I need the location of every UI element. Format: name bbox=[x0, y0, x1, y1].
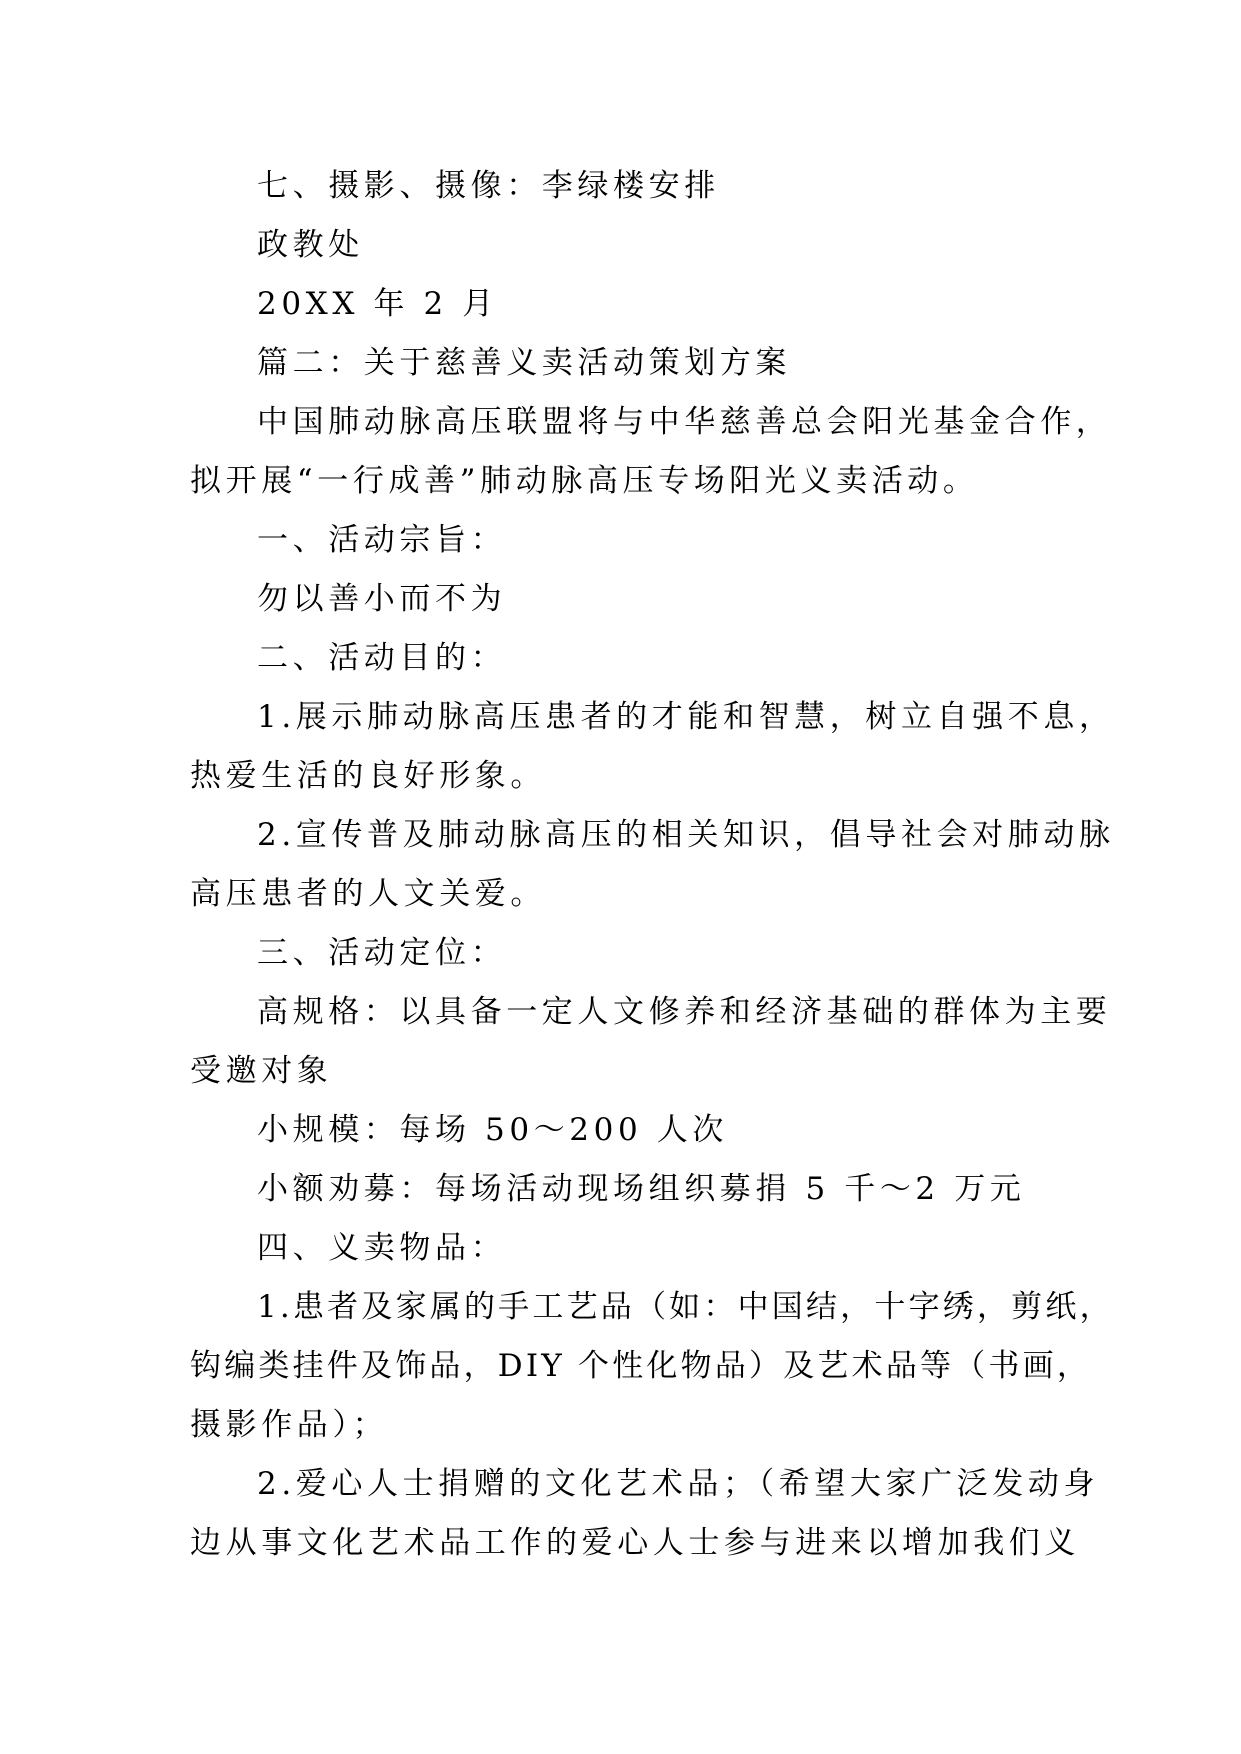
section-heading: 四、义卖物品： bbox=[257, 1230, 507, 1266]
text-line: 2.爱心人士捐赠的文化艺术品；（希望大家广泛发动身 bbox=[257, 1466, 1100, 1502]
section-heading: 二、活动目的： bbox=[257, 640, 507, 676]
text-line: 受邀对象 bbox=[190, 1053, 333, 1089]
text-line: 边从事文化艺术品工作的爱心人士参与进来以增加我们义 bbox=[190, 1525, 1080, 1561]
text-line: 20XX 年 2 月 bbox=[257, 286, 498, 322]
text-line: 1.展示肺动脉高压患者的才能和智慧，树立自强不息， bbox=[257, 699, 1115, 735]
text-line: 七、摄影、摄像：李绿楼安排 bbox=[257, 168, 720, 204]
text-line: 钩编类挂件及饰品，DIY 个性化物品）及艺术品等（书画， bbox=[190, 1348, 1092, 1384]
text-line: 2.宣传普及肺动脉高压的相关知识，倡导社会对肺动脉 bbox=[257, 817, 1115, 853]
text-line: 高规格：以具备一定人文修养和经济基础的群体为主要 bbox=[257, 994, 1112, 1030]
text-line: 政教处 bbox=[257, 227, 364, 263]
section-heading: 一、活动宗旨： bbox=[257, 522, 507, 558]
text-line: 小规模：每场 50～200 人次 bbox=[257, 1112, 728, 1148]
text-line: 勿以善小而不为 bbox=[257, 581, 507, 617]
text-line: 中国肺动脉高压联盟将与中华慈善总会阳光基金合作， bbox=[257, 404, 1112, 440]
text-line: 高压患者的人文关爱。 bbox=[190, 876, 546, 912]
text-line: 1.患者及家属的手工艺品（如：中国结，十字绣，剪纸， bbox=[257, 1289, 1114, 1325]
text-line: 拟开展“一行成善”肺动脉高压专场阳光义卖活动。 bbox=[190, 463, 979, 499]
text-line: 小额劝募：每场活动现场组织募捐 5 千～2 万元 bbox=[257, 1171, 1026, 1207]
section-heading: 三、活动定位： bbox=[257, 935, 507, 971]
text-line: 摄影作品）； bbox=[190, 1407, 389, 1443]
section-heading: 篇二：关于慈善义卖活动策划方案 bbox=[257, 345, 791, 381]
text-line: 热爱生活的良好形象。 bbox=[190, 758, 546, 794]
